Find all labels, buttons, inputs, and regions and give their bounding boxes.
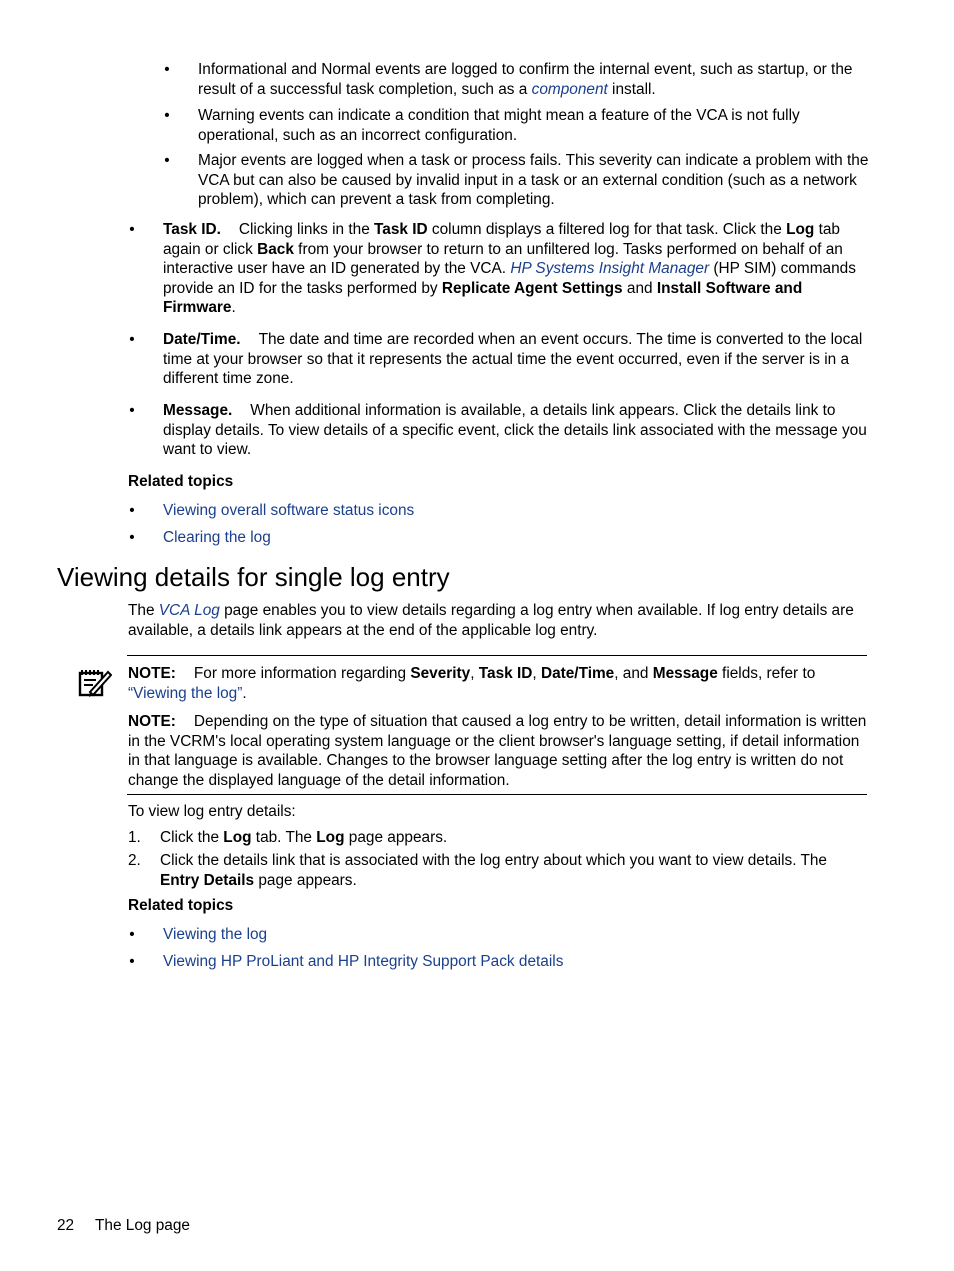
page-number: 22 bbox=[57, 1217, 75, 1234]
note-pencil-icon bbox=[78, 666, 112, 698]
footer-section-title: The Log page bbox=[95, 1217, 190, 1234]
task-id-description: Task ID. Clicking links in the Task ID column displays a filtered log for that task. Click the Log tab again or click Back from your browser to return to an unfiltered log. Tasks performed on behalf of an interactive user have an ID generated by the VCA. HP Systems Insight Manager (HP SIM) commands provide an ID for the tasks performed by Replicate Agent Settings and Install Software and Firmware. bbox=[163, 221, 856, 316]
hp-sim-link[interactable]: HP Systems Insight Manager bbox=[510, 260, 710, 277]
step-number: 2. bbox=[128, 852, 141, 869]
bullet-dot: • bbox=[164, 152, 170, 169]
severity-item-informational: Informational and Normal events are logged to confirm the internal event, such as startup, or the result of a successful task completion, such as a component install. bbox=[198, 61, 853, 98]
bullet-dot: • bbox=[129, 221, 135, 238]
note-bottom-rule bbox=[127, 794, 867, 795]
bullet-dot: • bbox=[164, 107, 170, 124]
date-time-description: Date/Time. The date and time are recorded when an event occurs. The time is converted to the local time at your browser so that it represents the actual time the event occurred, even if the server is in a different time zone. bbox=[163, 331, 863, 387]
related-topics-heading: Related topics bbox=[128, 473, 234, 490]
note-language: NOTE: Depending on the type of situation that caused a log entry to be written, detail information is written in the VCRM's local operating system language or the client browser's language setting, if detail information in that language is available. Changes to the browser language setting after the log entry is written do not change the displayed language of the detail information. bbox=[128, 713, 867, 789]
related-topics-heading: Related topics bbox=[128, 897, 234, 914]
bullet-dot: • bbox=[129, 529, 135, 546]
bullet-dot: • bbox=[129, 502, 135, 519]
bullet-dot: • bbox=[129, 402, 135, 419]
component-link[interactable]: component bbox=[531, 80, 608, 98]
link-viewing-the-log[interactable]: Viewing the log bbox=[163, 926, 268, 943]
procedure-step-2: Click the details link that is associated with the log entry about which you want to view details. The Entry Details page appears. bbox=[160, 852, 827, 889]
section-title: Viewing details for single log entry bbox=[57, 562, 450, 592]
vca-log-link[interactable]: VCA Log bbox=[158, 602, 220, 619]
procedure-step-1: Click the Log tab. The Log page appears. bbox=[160, 829, 448, 846]
procedure-intro: To view log entry details: bbox=[128, 803, 296, 820]
task-id-lead: Task ID. bbox=[163, 221, 221, 238]
message-lead: Message. bbox=[163, 402, 233, 419]
step-number: 1. bbox=[128, 829, 141, 846]
date-time-lead: Date/Time. bbox=[163, 331, 241, 348]
bullet-dot: • bbox=[129, 953, 135, 970]
link-support-pack-details[interactable]: Viewing HP ProLiant and HP Integrity Support Pack details bbox=[163, 953, 564, 970]
message-description: Message. When additional information is available, a details link appears. Click the details link to display details. To view details of a specific event, click the details link associated with the message you want to view. bbox=[163, 402, 867, 458]
bullet-dot: • bbox=[129, 926, 135, 943]
viewing-the-log-xref[interactable]: “Viewing the log” bbox=[128, 684, 243, 702]
note-label: NOTE: bbox=[128, 665, 176, 682]
link-clearing-the-log[interactable]: Clearing the log bbox=[163, 529, 271, 546]
note-label: NOTE: bbox=[128, 713, 176, 730]
section-intro: The VCA Log page enables you to view details regarding a log entry when available. If log entry details are available, a details link appears at the end of the applicable log entry. bbox=[128, 602, 854, 639]
note-fields-reference: NOTE: For more information regarding Severity, Task ID, Date/Time, and Message fields, refer to “Viewing the log”. bbox=[128, 665, 816, 702]
bullet-dot: • bbox=[164, 61, 170, 78]
severity-item-warning: Warning events can indicate a condition that might mean a feature of the VCA is not fully operational, such as an incorrect configuration. bbox=[198, 107, 800, 144]
severity-item-major: Major events are logged when a task or process fails. This severity can indicate a problem with the VCA but can also be caused by invalid input in a task or an external condition (such as a network problem), which can prevent a task from completing. bbox=[198, 152, 869, 208]
note-top-rule bbox=[127, 655, 867, 656]
link-viewing-status-icons[interactable]: Viewing overall software status icons bbox=[163, 502, 415, 519]
bullet-dot: • bbox=[129, 331, 135, 348]
